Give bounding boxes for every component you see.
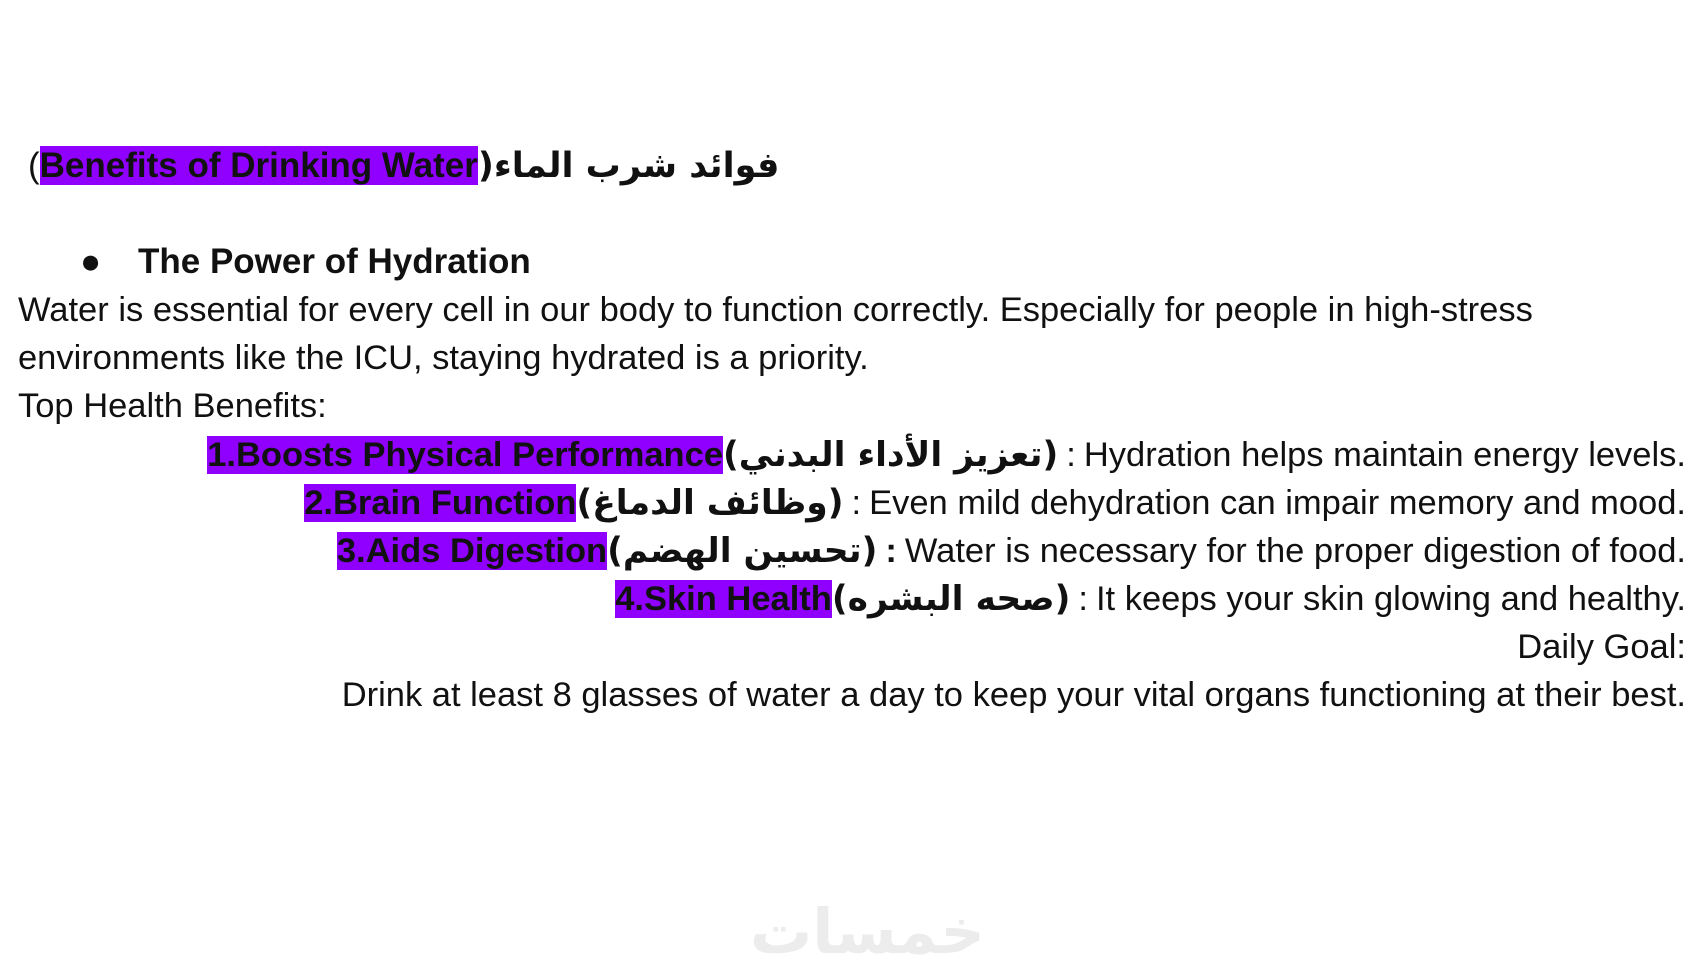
benefit-label: 3.Aids Digestion (336, 532, 608, 570)
benefit-separator: : (851, 484, 862, 522)
benefit-label: 2.Brain Function (304, 484, 577, 522)
benefit-arabic: (تعزيز الأداء البدني) (723, 435, 1059, 475)
benefit-separator: : (1066, 436, 1076, 474)
benefit-arabic: (صحه البشره) (831, 579, 1071, 619)
benefit-description: Hydration helps maintain energy levels. (1083, 436, 1686, 474)
title-arabic: )فوائد شرب الماء (477, 146, 780, 186)
benefit-item-3 (337, 529, 1686, 573)
benefit-description: Water is necessary for the proper digestion of food. (904, 532, 1686, 570)
benefit-arabic: (وظائف الدماغ) (576, 483, 844, 523)
title-open-paren: ( (28, 146, 40, 185)
benefit-item-1 (207, 433, 1686, 477)
benefit-separator: : (885, 532, 897, 570)
benefit-label: 1.Boosts Physical Performance (207, 436, 724, 474)
benefit-label: 4.Skin Health (615, 580, 832, 618)
bullet-icon: ● (80, 242, 102, 281)
benefit-item-4 (615, 577, 1686, 621)
title-english-highlight: Benefits of Drinking Water (39, 146, 478, 185)
intro-line-1: Water is essential for every cell in our body to function correctly. Especially for people in high-stress (18, 291, 1533, 329)
intro-line-2: environments like the ICU, staying hydrated is a priority. (18, 339, 869, 377)
benefit-description: Even mild dehydration can impair memory and mood. (869, 484, 1686, 522)
benefit-arabic: (تحسين الهضم) (607, 531, 878, 571)
top-benefits-label: Top Health Benefits: (18, 387, 327, 425)
watermark-logo: خمسات (750, 895, 985, 968)
benefit-description: It keeps your skin glowing and healthy. (1095, 580, 1686, 618)
daily-goal-text: Drink at least 8 glasses of water a day to keep your vital organs functioning at their best. (341, 676, 1686, 714)
benefit-item-2 (304, 481, 1686, 525)
heading-text: The Power of Hydration (138, 242, 531, 281)
daily-goal-label: Daily Goal: (1517, 628, 1686, 666)
section-heading (80, 240, 531, 284)
document-title (28, 144, 779, 188)
benefit-separator: : (1078, 580, 1088, 618)
